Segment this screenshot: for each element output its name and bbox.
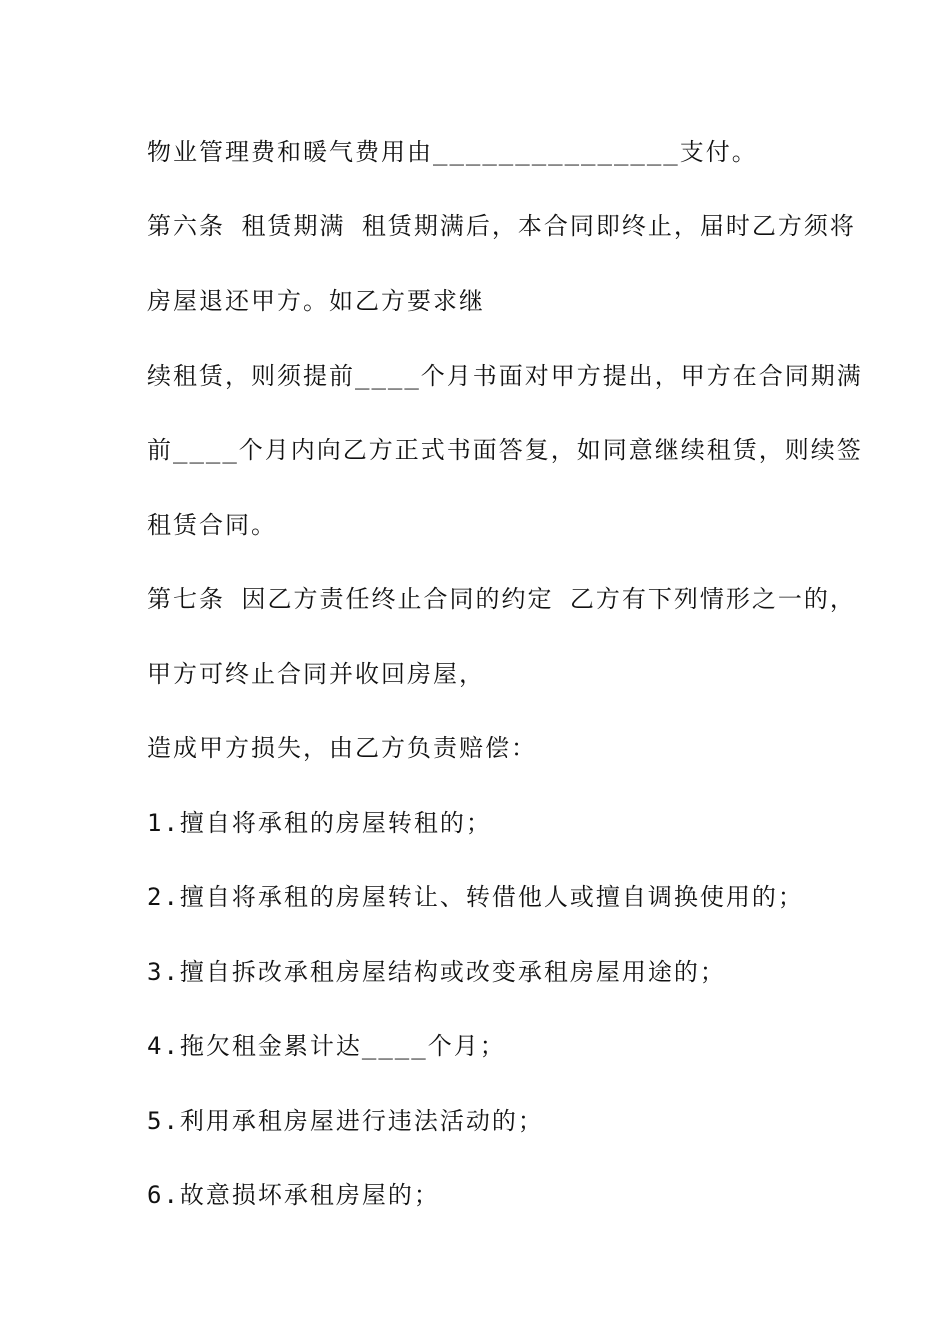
text-line: 续租赁，则须提前____个月书面对甲方提出，甲方在合同期满 bbox=[147, 362, 863, 390]
text-line: 5.利用承租房屋进行违法活动的； bbox=[147, 1107, 544, 1135]
text-line: 4.拖欠租金累计达____个月； bbox=[147, 1032, 506, 1060]
text-line: 1.擅自将承租的房屋转租的； bbox=[147, 809, 492, 837]
text-line: 甲方可终止合同并收回房屋， bbox=[147, 660, 485, 688]
text-line: 3.擅自拆改承租房屋结构或改变承租房屋用途的； bbox=[147, 958, 726, 986]
text-line: 房屋退还甲方。如乙方要求继 bbox=[147, 287, 485, 315]
text-line: 造成甲方损失，由乙方负责赔偿： bbox=[147, 734, 537, 762]
text-line: 租赁合同。 bbox=[147, 511, 277, 539]
text-line: 前____个月内向乙方正式书面答复，如同意继续租赁，则续签 bbox=[147, 436, 863, 464]
text-line: 6.故意损坏承租房屋的； bbox=[147, 1181, 440, 1209]
text-line: 第七条 因乙方责任终止合同的约定 乙方有下列情形之一的， bbox=[147, 585, 856, 613]
text-line: 第六条 租赁期满 租赁期满后，本合同即终止，届时乙方须将 bbox=[147, 212, 856, 240]
text-line: 2.擅自将承租的房屋转让、转借他人或擅自调换使用的； bbox=[147, 883, 804, 911]
text-line: 物业管理费和暖气费用由_______________支付。 bbox=[147, 138, 758, 166]
